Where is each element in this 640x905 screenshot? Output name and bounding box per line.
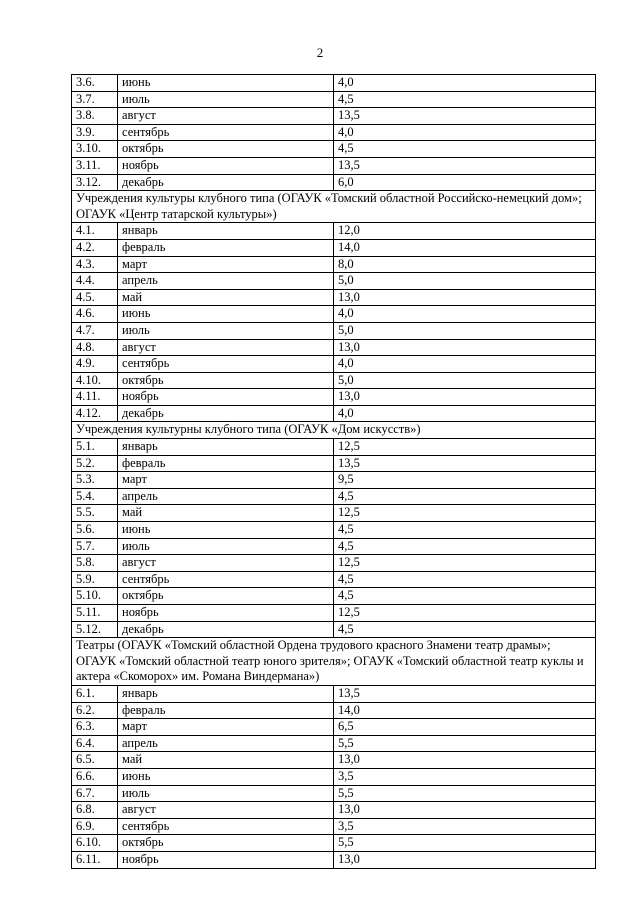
table-row (72, 124, 596, 141)
table-row (72, 356, 596, 373)
value-cell: 6,0 (334, 174, 596, 191)
row-number: 6.2. (72, 702, 118, 719)
value-cell: 5,5 (334, 785, 596, 802)
table-row (72, 488, 596, 505)
table-row (72, 472, 596, 489)
row-number: 4.4. (72, 273, 118, 290)
table-row (72, 802, 596, 819)
month-cell: май (118, 505, 334, 522)
row-number: 3.12. (72, 174, 118, 191)
month-cell: январь (118, 439, 334, 456)
value-cell: 9,5 (334, 472, 596, 489)
month-cell: июль (118, 91, 334, 108)
table-row (72, 538, 596, 555)
table-row (72, 455, 596, 472)
month-cell: январь (118, 685, 334, 702)
month-cell: октябрь (118, 588, 334, 605)
table-row (72, 605, 596, 622)
value-cell: 3,5 (334, 818, 596, 835)
row-number: 5.7. (72, 538, 118, 555)
table-row (72, 835, 596, 852)
month-cell: сентябрь (118, 124, 334, 141)
month-cell: февраль (118, 455, 334, 472)
row-number: 4.2. (72, 239, 118, 256)
section-heading-row (72, 422, 596, 439)
row-number: 5.9. (72, 571, 118, 588)
value-cell: 4,0 (334, 306, 596, 323)
month-cell: декабрь (118, 405, 334, 422)
value-cell: 4,5 (334, 588, 596, 605)
row-number: 6.4. (72, 735, 118, 752)
value-cell: 13,5 (334, 157, 596, 174)
month-cell: май (118, 752, 334, 769)
month-cell: июнь (118, 768, 334, 785)
month-cell: август (118, 339, 334, 356)
table-row (72, 851, 596, 868)
month-cell: июнь (118, 522, 334, 539)
value-cell: 4,5 (334, 538, 596, 555)
row-number: 4.6. (72, 306, 118, 323)
month-cell: декабрь (118, 174, 334, 191)
value-cell: 4,0 (334, 75, 596, 92)
value-cell: 6,5 (334, 719, 596, 736)
table-row (72, 372, 596, 389)
row-number: 6.1. (72, 685, 118, 702)
table-row (72, 685, 596, 702)
month-cell: февраль (118, 702, 334, 719)
month-cell: март (118, 256, 334, 273)
table-row (72, 719, 596, 736)
month-cell: март (118, 719, 334, 736)
table-row (72, 555, 596, 572)
page-number: 2 (316, 45, 324, 60)
month-cell: ноябрь (118, 389, 334, 406)
value-cell: 8,0 (334, 256, 596, 273)
month-cell: апрель (118, 735, 334, 752)
value-cell: 12,5 (334, 605, 596, 622)
row-number: 3.9. (72, 124, 118, 141)
table-row (72, 818, 596, 835)
month-cell: декабрь (118, 621, 334, 638)
row-number: 6.8. (72, 802, 118, 819)
value-cell: 5,0 (334, 322, 596, 339)
value-cell: 4,5 (334, 621, 596, 638)
value-cell: 4,5 (334, 141, 596, 158)
value-cell: 4,5 (334, 488, 596, 505)
value-cell: 14,0 (334, 239, 596, 256)
row-number: 5.10. (72, 588, 118, 605)
month-cell: апрель (118, 273, 334, 290)
row-number: 4.8. (72, 339, 118, 356)
value-cell: 4,5 (334, 571, 596, 588)
row-number: 6.6. (72, 768, 118, 785)
table-row (72, 621, 596, 638)
table-row (72, 439, 596, 456)
table-row (72, 389, 596, 406)
table-row (72, 588, 596, 605)
value-cell: 13,0 (334, 339, 596, 356)
row-number: 6.7. (72, 785, 118, 802)
value-cell: 13,0 (334, 389, 596, 406)
table-row (72, 785, 596, 802)
table-row (72, 571, 596, 588)
row-number: 3.10. (72, 141, 118, 158)
row-number: 5.12. (72, 621, 118, 638)
table-body (72, 75, 596, 869)
row-number: 4.7. (72, 322, 118, 339)
section-heading: Учреждения культуры клубного типа (ОГАУК «Томский областной Российско-немецкий дом»; ОГАУК «Центр татарской культуры») (72, 191, 596, 223)
row-number: 5.4. (72, 488, 118, 505)
value-cell: 12,5 (334, 555, 596, 572)
month-cell: август (118, 802, 334, 819)
row-number: 4.11. (72, 389, 118, 406)
month-cell: август (118, 555, 334, 572)
row-number: 4.1. (72, 223, 118, 240)
table-row (72, 289, 596, 306)
month-cell: апрель (118, 488, 334, 505)
row-number: 4.3. (72, 256, 118, 273)
table-row (72, 752, 596, 769)
month-cell: сентябрь (118, 356, 334, 373)
value-cell: 4,0 (334, 124, 596, 141)
value-cell: 12,5 (334, 439, 596, 456)
month-cell: ноябрь (118, 605, 334, 622)
table-row (72, 174, 596, 191)
table-row (72, 505, 596, 522)
row-number: 5.11. (72, 605, 118, 622)
row-number: 4.5. (72, 289, 118, 306)
table-row (72, 522, 596, 539)
row-number: 4.9. (72, 356, 118, 373)
month-cell: июнь (118, 75, 334, 92)
row-number: 6.5. (72, 752, 118, 769)
table-row (72, 108, 596, 125)
value-cell: 4,0 (334, 356, 596, 373)
month-cell: июнь (118, 306, 334, 323)
month-cell: сентябрь (118, 818, 334, 835)
value-cell: 12,5 (334, 505, 596, 522)
value-cell: 4,5 (334, 522, 596, 539)
table-row (72, 239, 596, 256)
value-cell: 13,5 (334, 455, 596, 472)
table-row (72, 768, 596, 785)
month-cell: март (118, 472, 334, 489)
month-cell: февраль (118, 239, 334, 256)
row-number: 6.9. (72, 818, 118, 835)
table-row (72, 735, 596, 752)
month-cell: май (118, 289, 334, 306)
section-heading: Учреждения культурны клубного типа (ОГАУК «Дом искусств») (72, 422, 596, 439)
row-number: 5.5. (72, 505, 118, 522)
month-cell: июль (118, 322, 334, 339)
month-cell: октябрь (118, 372, 334, 389)
value-cell: 5,0 (334, 273, 596, 290)
row-number: 6.11. (72, 851, 118, 868)
value-cell: 13,0 (334, 752, 596, 769)
value-cell: 13,5 (334, 108, 596, 125)
row-number: 5.2. (72, 455, 118, 472)
month-cell: сентябрь (118, 571, 334, 588)
value-cell: 4,0 (334, 405, 596, 422)
section-heading: Театры (ОГАУК «Томский областной Ордена трудового красного Знамени театр драмы»; ОГАУК «Томский областной театр юного зрителя»; ОГАУК «Томский областной театр куклы и актера «Скоморох» им. Романа Виндермана») (72, 638, 596, 686)
month-cell: ноябрь (118, 157, 334, 174)
table-row (72, 91, 596, 108)
month-cell: январь (118, 223, 334, 240)
row-number: 5.6. (72, 522, 118, 539)
month-cell: ноябрь (118, 851, 334, 868)
tariff-table (71, 74, 596, 869)
table-row (72, 306, 596, 323)
value-cell: 5,5 (334, 835, 596, 852)
section-heading-row (72, 638, 596, 686)
value-cell: 5,5 (334, 735, 596, 752)
month-cell: июль (118, 538, 334, 555)
row-number: 5.8. (72, 555, 118, 572)
value-cell: 12,0 (334, 223, 596, 240)
row-number: 3.8. (72, 108, 118, 125)
table-row (72, 405, 596, 422)
table-row (72, 702, 596, 719)
table-row (72, 157, 596, 174)
table-row (72, 273, 596, 290)
value-cell: 14,0 (334, 702, 596, 719)
month-cell: октябрь (118, 141, 334, 158)
table-row (72, 75, 596, 92)
value-cell: 5,0 (334, 372, 596, 389)
row-number: 4.10. (72, 372, 118, 389)
row-number: 5.3. (72, 472, 118, 489)
value-cell: 13,5 (334, 685, 596, 702)
row-number: 5.1. (72, 439, 118, 456)
table-row (72, 339, 596, 356)
value-cell: 3,5 (334, 768, 596, 785)
row-number: 3.6. (72, 75, 118, 92)
table-row (72, 322, 596, 339)
row-number: 3.7. (72, 91, 118, 108)
value-cell: 13,0 (334, 802, 596, 819)
value-cell: 13,0 (334, 851, 596, 868)
table-row (72, 256, 596, 273)
month-cell: август (118, 108, 334, 125)
table-row (72, 141, 596, 158)
row-number: 6.10. (72, 835, 118, 852)
section-heading-row (72, 191, 596, 223)
table-row (72, 223, 596, 240)
row-number: 6.3. (72, 719, 118, 736)
value-cell: 13,0 (334, 289, 596, 306)
month-cell: июль (118, 785, 334, 802)
month-cell: октябрь (118, 835, 334, 852)
value-cell: 4,5 (334, 91, 596, 108)
row-number: 3.11. (72, 157, 118, 174)
row-number: 4.12. (72, 405, 118, 422)
